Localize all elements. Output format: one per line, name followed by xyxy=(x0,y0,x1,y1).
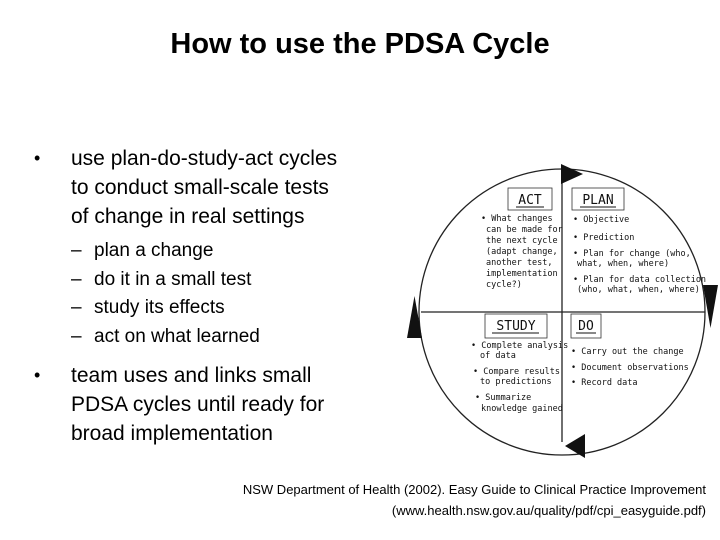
note-line: can be made for xyxy=(486,225,563,235)
sub-bullet-list xyxy=(34,237,394,351)
act-label-text: ACT xyxy=(518,193,542,208)
bullet-text-line: use plan-do-study-act cycles xyxy=(71,147,338,170)
dash-icon: – xyxy=(71,297,82,318)
bullet-text-line: broad implementation xyxy=(71,422,273,445)
note-line: • Plan for data collection xyxy=(573,275,707,285)
sub-bullet-item xyxy=(34,266,394,295)
note-line: • Record data xyxy=(571,378,638,388)
note-line: knowledge gained xyxy=(481,404,563,414)
bullet-item xyxy=(34,144,394,231)
bullet-icon: • xyxy=(34,148,41,168)
dash-icon: – xyxy=(71,268,82,290)
note-line: • Document observations xyxy=(571,363,689,373)
do-label-text: DO xyxy=(578,319,594,334)
sub-bullet-text: act on what learned xyxy=(94,325,260,347)
note-line: • What changes xyxy=(481,214,553,224)
bullet-item xyxy=(34,361,394,448)
sub-bullet-item xyxy=(34,294,394,323)
note-line: • Compare results xyxy=(473,367,560,377)
citation-line: NSW Department of Health (2002). Easy Guide to Clinical Practice Improvement xyxy=(242,482,706,497)
dash-icon: – xyxy=(71,240,82,261)
note-line: to predictions xyxy=(480,377,552,387)
pdsa-cycle-diagram xyxy=(405,160,720,465)
bullet-text-line: team uses and links small xyxy=(71,364,312,387)
study-label-text: STUDY xyxy=(496,319,536,334)
bullet-list xyxy=(34,144,394,448)
plan-notes xyxy=(573,215,706,295)
bullet-icon: • xyxy=(34,365,41,385)
citation-url: (www.health.nsw.gov.au/quality/pdf/cpi_easyguide.pdf) xyxy=(391,503,706,518)
sub-bullet-text: do it in a small test xyxy=(94,268,252,290)
study-label xyxy=(485,314,547,338)
note-line: • Carry out the change xyxy=(571,347,684,357)
sub-bullet-item xyxy=(34,323,394,352)
sub-bullet-text: study its effects xyxy=(94,297,225,318)
bullet-text-line: PDSA cycles until ready for xyxy=(71,393,325,416)
study-notes xyxy=(471,341,568,414)
note-line: • Objective xyxy=(573,215,630,225)
bullet-text-line: to conduct small-scale tests xyxy=(71,176,329,199)
note-line: • Complete analysis xyxy=(471,341,569,351)
do-label xyxy=(571,314,601,338)
note-line: (adapt change, xyxy=(486,247,558,257)
plan-label xyxy=(572,188,624,210)
arrow-top-icon xyxy=(561,164,583,184)
note-line: (who, what, when, where) xyxy=(577,285,700,295)
note-line: what, when, where) xyxy=(577,259,670,269)
bullet-text-line: of change in real settings xyxy=(71,205,305,228)
note-line: another test, xyxy=(486,258,553,268)
sub-bullet-text: plan a change xyxy=(94,240,214,261)
note-line: cycle?) xyxy=(486,280,522,290)
note-line: • Prediction xyxy=(573,233,635,243)
note-line: implementation xyxy=(486,269,558,279)
note-line: • Summarize xyxy=(475,393,532,403)
act-notes xyxy=(481,214,563,290)
dash-icon: – xyxy=(71,325,82,347)
act-label xyxy=(508,188,552,210)
do-notes xyxy=(571,347,689,388)
note-line: • Plan for change (who, xyxy=(573,249,691,259)
sub-bullet-item xyxy=(34,237,394,266)
plan-label-text: PLAN xyxy=(582,193,614,208)
note-line: the next cycle xyxy=(486,236,558,246)
page-title: How to use the PDSA Cycle xyxy=(170,28,550,60)
note-line: of data xyxy=(480,351,516,361)
